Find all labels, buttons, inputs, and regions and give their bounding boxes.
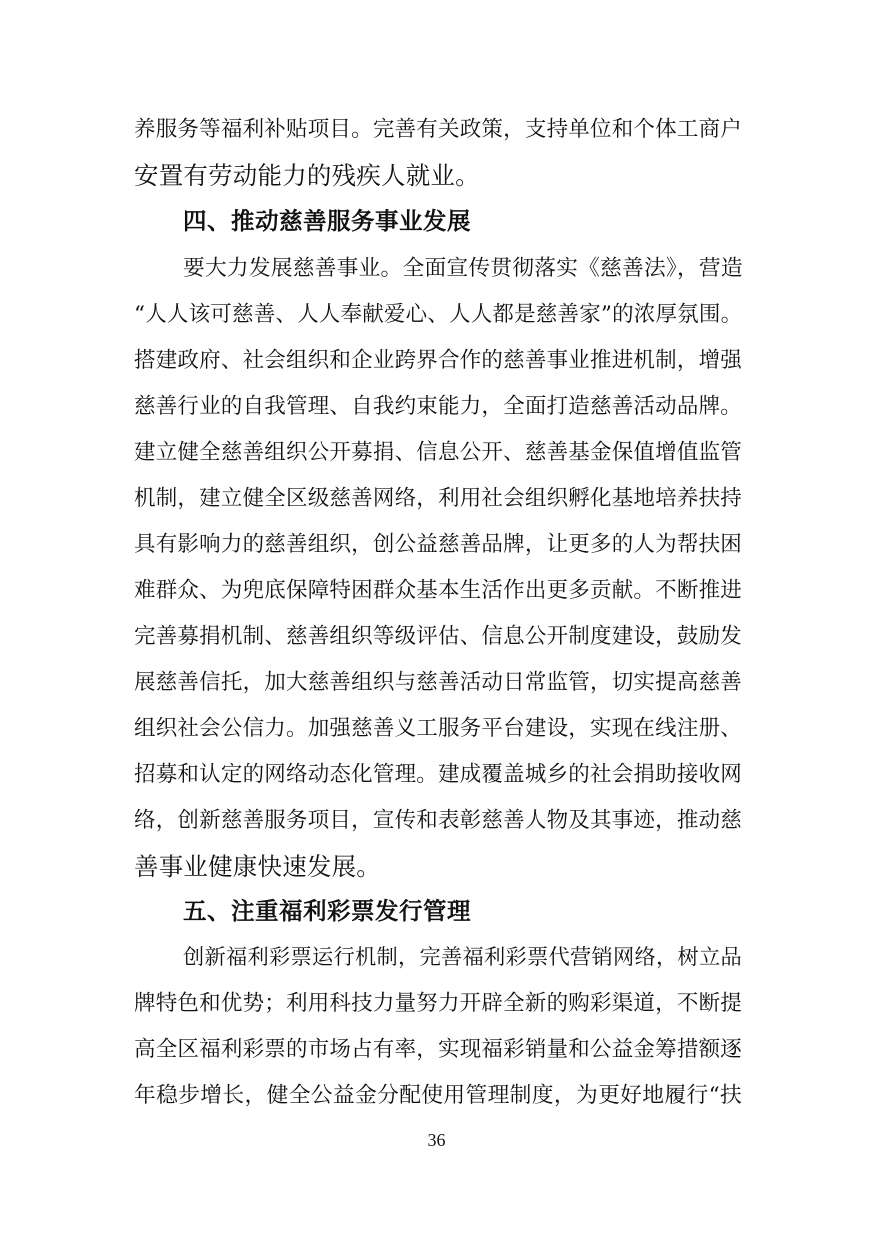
paragraph-line: 招募和认定的网络动态化管理。建成覆盖城乡的社会捐助接收网 [134, 762, 742, 787]
paragraph-line: 组织社会公信力。加强慈善义工服务平台建设，实现在线注册、 [134, 716, 742, 741]
paragraph-line: 高全区福利彩票的市场占有率，实现福彩销量和公益金筹措额逐 [134, 1037, 742, 1062]
paragraph-line: 善事业健康快速发展。 [134, 852, 381, 881]
paragraph-line: 具有影响力的慈善组织，创公益慈善品牌，让更多的人为帮扶困 [134, 532, 742, 557]
paragraph-line: 络，创新慈善服务项目，宣传和表彰慈善人物及其事迹，推动慈 [134, 808, 742, 833]
paragraph-line: 机制，建立健全区级慈善网络，利用社会组织孵化基地培养扶持 [134, 486, 742, 511]
paragraph-line: 创新福利彩票运行机制，完善福利彩票代营销网络，树立品 [183, 945, 742, 970]
paragraph-line: 养服务等福利补贴项目。完善有关政策，支持单位和个体工商户 [134, 117, 742, 142]
paragraph-line: 牌特色和优势；利用科技力量努力开辟全新的购彩渠道，不断提 [134, 991, 742, 1016]
paragraph-line: 完善募捐机制、慈善组织等级评估、信息公开制度建设，鼓励发 [134, 624, 742, 649]
paragraph-line: “人人该可慈善、人人奉献爱心、人人都是慈善家”的浓厚氛围。 [134, 302, 743, 327]
paragraph-line: 难群众、为兜底保障特困群众基本生活作出更多贡献。不断推进 [134, 578, 742, 603]
paragraph-line: 慈善行业的自我管理、自我约束能力，全面打造慈善活动品牌。 [134, 394, 742, 419]
section-heading-5: 五、注重福利彩票发行管理 [183, 897, 471, 925]
paragraph-line: 建立健全慈善组织公开募捐、信息公开、慈善基金保值增值监管 [134, 440, 742, 465]
section-heading-4: 四、推动慈善服务事业发展 [183, 207, 471, 235]
paragraph-line: 年稳步增长，健全公益金分配使用管理制度，为更好地履行“扶 [134, 1083, 742, 1108]
paragraph-line: 搭建政府、社会组织和企业跨界合作的慈善事业推进机制，增强 [134, 348, 742, 373]
paragraph-line: 要大力发展慈善事业。全面宣传贯彻落实《慈善法》，营造 [183, 256, 743, 281]
page-number: 36 [427, 1130, 446, 1150]
paragraph-line: 展慈善信托，加大慈善组织与慈善活动日常监管，切实提高慈善 [134, 670, 742, 695]
paragraph-line: 安置有劳动能力的残疾人就业。 [134, 161, 480, 190]
